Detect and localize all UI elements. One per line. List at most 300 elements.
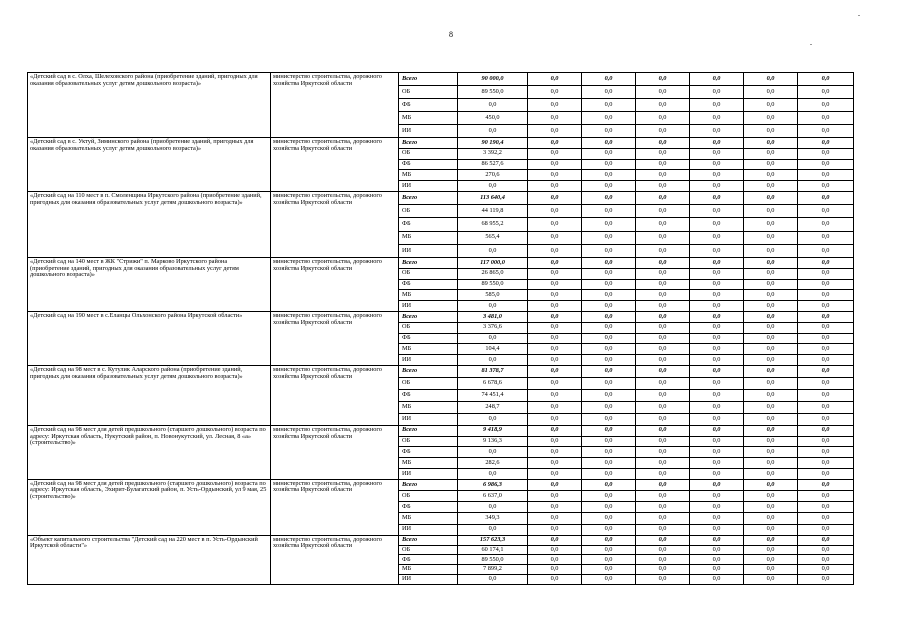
responsible-executor: министерство строительства, дорожного хозяйства Иркутской области	[271, 73, 399, 138]
amount-year: 0,0	[582, 218, 636, 231]
amount-year: 0,0	[744, 86, 798, 99]
project-total-row	[28, 535, 854, 545]
amount-year: 0,0	[690, 389, 744, 401]
amount-year: 0,0	[798, 458, 854, 469]
amount-year: 0,0	[744, 365, 798, 377]
funding-source: МБ	[399, 112, 458, 125]
amount-year: 0,0	[690, 311, 744, 322]
funding-source: ОБ	[399, 436, 458, 447]
amount-year: 0,0	[636, 389, 690, 401]
amount-year: 0,0	[636, 322, 690, 333]
amount-year: 0,0	[690, 138, 744, 149]
amount-year: 0,0	[744, 469, 798, 480]
responsible-executor: министерство строительства, дорожного хозяйства Иркутской области	[271, 191, 399, 257]
funding-source: ИИ	[399, 575, 458, 585]
funding-source: ИИ	[399, 524, 458, 535]
amount-year: 0,0	[744, 524, 798, 535]
amount-year: 0,0	[528, 447, 582, 458]
amount-year: 0,0	[798, 413, 854, 425]
funding-source: ОБ	[399, 205, 458, 218]
amount-year: 0,0	[690, 436, 744, 447]
amount-year: 0,0	[744, 355, 798, 366]
amount-year: 0,0	[798, 425, 854, 436]
amount-year: 0,0	[636, 524, 690, 535]
amount-year: 0,0	[690, 191, 744, 204]
amount-total: 565,4	[458, 231, 528, 244]
amount-year: 0,0	[744, 413, 798, 425]
amount-year: 0,0	[636, 205, 690, 218]
amount-year: 0,0	[636, 257, 690, 268]
amount-year: 0,0	[690, 365, 744, 377]
amount-year: 0,0	[636, 311, 690, 322]
amount-year: 0,0	[744, 170, 798, 181]
amount-year: 0,0	[744, 148, 798, 159]
amount-year: 0,0	[744, 333, 798, 344]
amount-year: 0,0	[798, 301, 854, 312]
amount-year: 0,0	[528, 112, 582, 125]
amount-year: 0,0	[744, 555, 798, 565]
funding-source: ИИ	[399, 469, 458, 480]
funding-source: ИИ	[399, 301, 458, 312]
amount-year: 0,0	[690, 244, 744, 257]
amount-year: 0,0	[744, 218, 798, 231]
amount-total: 89 550,0	[458, 86, 528, 99]
project-name: «Детский сад в с. Олха, Шелеховского района (приобретение зданий, пригодных для оказания образовательных услуг детям дошкольного возраста)»	[28, 73, 271, 138]
amount-year: 0,0	[582, 159, 636, 170]
funding-source: Всего	[399, 535, 458, 545]
amount-year: 0,0	[528, 231, 582, 244]
amount-year: 0,0	[582, 257, 636, 268]
amount-year: 0,0	[690, 535, 744, 545]
amount-year: 0,0	[798, 159, 854, 170]
amount-year: 0,0	[798, 148, 854, 159]
responsible-executor: министерство строительства, дорожного хозяйства Иркутской области	[271, 479, 399, 535]
amount-year: 0,0	[528, 159, 582, 170]
amount-year: 0,0	[636, 513, 690, 524]
amount-year: 0,0	[528, 138, 582, 149]
project-total-row	[28, 138, 854, 149]
funding-source: ОБ	[399, 377, 458, 389]
funding-source: Всего	[399, 365, 458, 377]
amount-year: 0,0	[690, 205, 744, 218]
funding-source: ИИ	[399, 181, 458, 192]
amount-total: 26 865,0	[458, 268, 528, 279]
amount-year: 0,0	[528, 268, 582, 279]
amount-year: 0,0	[798, 257, 854, 268]
amount-year: 0,0	[690, 159, 744, 170]
responsible-executor: министерство строительства, дорожного хозяйства Иркутской области	[271, 138, 399, 192]
amount-year: 0,0	[798, 205, 854, 218]
funding-source: МБ	[399, 290, 458, 301]
amount-year: 0,0	[690, 148, 744, 159]
amount-year: 0,0	[744, 425, 798, 436]
amount-year: 0,0	[690, 279, 744, 290]
amount-year: 0,0	[636, 191, 690, 204]
amount-year: 0,0	[798, 279, 854, 290]
project-total-row	[28, 257, 854, 268]
amount-year: 0,0	[636, 425, 690, 436]
amount-total: 0,0	[458, 244, 528, 257]
amount-year: 0,0	[528, 565, 582, 575]
amount-year: 0,0	[582, 365, 636, 377]
amount-total: 0,0	[458, 333, 528, 344]
amount-year: 0,0	[528, 290, 582, 301]
amount-year: 0,0	[528, 479, 582, 490]
amount-year: 0,0	[528, 355, 582, 366]
amount-year: 0,0	[798, 355, 854, 366]
amount-year: 0,0	[690, 86, 744, 99]
amount-year: 0,0	[690, 447, 744, 458]
funding-source: ФБ	[399, 502, 458, 513]
funding-source: Всего	[399, 191, 458, 204]
amount-total: 0,0	[458, 469, 528, 480]
amount-year: 0,0	[744, 191, 798, 204]
amount-total: 68 955,2	[458, 218, 528, 231]
funding-source: ОБ	[399, 268, 458, 279]
amount-year: 0,0	[582, 311, 636, 322]
amount-year: 0,0	[798, 389, 854, 401]
funding-source: ОБ	[399, 86, 458, 99]
amount-total: 248,7	[458, 401, 528, 413]
amount-year: 0,0	[636, 447, 690, 458]
amount-year: 0,0	[798, 218, 854, 231]
amount-year: 0,0	[690, 333, 744, 344]
funding-source: МБ	[399, 458, 458, 469]
amount-year: 0,0	[582, 355, 636, 366]
amount-total: 0,0	[458, 355, 528, 366]
amount-year: 0,0	[744, 205, 798, 218]
amount-total: 585,0	[458, 290, 528, 301]
amount-total: 44 119,8	[458, 205, 528, 218]
amount-total: 86 527,6	[458, 159, 528, 170]
amount-year: 0,0	[798, 112, 854, 125]
amount-year: 0,0	[744, 290, 798, 301]
amount-year: 0,0	[528, 469, 582, 480]
amount-year: 0,0	[798, 401, 854, 413]
amount-year: 0,0	[636, 469, 690, 480]
page-number: 8	[449, 30, 453, 39]
amount-year: 0,0	[744, 513, 798, 524]
funding-source: Всего	[399, 479, 458, 490]
amount-year: 0,0	[582, 436, 636, 447]
amount-year: 0,0	[528, 436, 582, 447]
amount-total: 7 899,2	[458, 565, 528, 575]
amount-year: 0,0	[744, 159, 798, 170]
funding-source: МБ	[399, 401, 458, 413]
amount-year: 0,0	[690, 355, 744, 366]
amount-total: 104,4	[458, 344, 528, 355]
amount-year: 0,0	[744, 322, 798, 333]
amount-year: 0,0	[582, 491, 636, 502]
amount-year: 0,0	[690, 458, 744, 469]
funding-source: ИИ	[399, 125, 458, 138]
amount-total: 6 678,6	[458, 377, 528, 389]
amount-year: 0,0	[636, 279, 690, 290]
amount-year: 0,0	[798, 138, 854, 149]
funding-source: МБ	[399, 170, 458, 181]
amount-year: 0,0	[528, 205, 582, 218]
amount-total: 450,0	[458, 112, 528, 125]
amount-year: 0,0	[744, 545, 798, 555]
amount-year: 0,0	[798, 333, 854, 344]
project-total-row	[28, 365, 854, 377]
project-total-row	[28, 479, 854, 490]
funding-source: Всего	[399, 138, 458, 149]
amount-year: 0,0	[636, 535, 690, 545]
amount-total: 0,0	[458, 413, 528, 425]
amount-year: 0,0	[636, 555, 690, 565]
amount-year: 0,0	[798, 565, 854, 575]
amount-year: 0,0	[582, 301, 636, 312]
scan-speck	[858, 15, 860, 16]
project-name: «Детский сад на 110 мест в п. Смоленщина Иркутского района (приобретение зданий, пригодных для оказания образовательных услуг детям дошкольного возраста)»	[28, 191, 271, 257]
amount-year: 0,0	[744, 231, 798, 244]
amount-year: 0,0	[636, 377, 690, 389]
funding-source: ФБ	[399, 333, 458, 344]
amount-year: 0,0	[636, 401, 690, 413]
responsible-executor: министерство строительства, дорожного хозяйства Иркутской области	[271, 365, 399, 425]
amount-year: 0,0	[798, 231, 854, 244]
amount-year: 0,0	[582, 389, 636, 401]
funding-source: ИИ	[399, 413, 458, 425]
amount-year: 0,0	[528, 491, 582, 502]
amount-year: 0,0	[798, 170, 854, 181]
amount-year: 0,0	[798, 377, 854, 389]
amount-year: 0,0	[528, 555, 582, 565]
amount-year: 0,0	[582, 279, 636, 290]
amount-total: 0,0	[458, 181, 528, 192]
amount-year: 0,0	[690, 425, 744, 436]
amount-year: 0,0	[582, 447, 636, 458]
amount-total: 81 378,7	[458, 365, 528, 377]
project-total-row	[28, 191, 854, 204]
amount-year: 0,0	[690, 231, 744, 244]
amount-year: 0,0	[636, 231, 690, 244]
funding-source: МБ	[399, 565, 458, 575]
amount-year: 0,0	[744, 112, 798, 125]
amount-year: 0,0	[744, 401, 798, 413]
amount-year: 0,0	[582, 458, 636, 469]
amount-year: 0,0	[528, 377, 582, 389]
amount-year: 0,0	[582, 181, 636, 192]
funding-source: МБ	[399, 231, 458, 244]
amount-year: 0,0	[528, 344, 582, 355]
amount-year: 0,0	[744, 479, 798, 490]
amount-year: 0,0	[528, 181, 582, 192]
funding-source: ФБ	[399, 389, 458, 401]
amount-total: 0,0	[458, 524, 528, 535]
amount-year: 0,0	[528, 322, 582, 333]
amount-year: 0,0	[744, 279, 798, 290]
amount-year: 0,0	[582, 86, 636, 99]
amount-year: 0,0	[528, 73, 582, 86]
amount-year: 0,0	[798, 447, 854, 458]
amount-year: 0,0	[528, 513, 582, 524]
amount-year: 0,0	[582, 99, 636, 112]
amount-year: 0,0	[690, 218, 744, 231]
amount-year: 0,0	[636, 112, 690, 125]
amount-year: 0,0	[690, 301, 744, 312]
amount-year: 0,0	[798, 545, 854, 555]
project-name: «Детский сад на 98 мест для детей предшкольного (старшего дошкольного) возраста по адресу: Иркутская область, Нукутский район, п. Новонукутский, ул. Лесная, 8 «а» (строительство)»	[28, 425, 271, 479]
amount-year: 0,0	[744, 73, 798, 86]
amount-year: 0,0	[636, 502, 690, 513]
amount-year: 0,0	[744, 389, 798, 401]
amount-year: 0,0	[582, 565, 636, 575]
amount-year: 0,0	[528, 311, 582, 322]
funding-source: Всего	[399, 311, 458, 322]
amount-year: 0,0	[636, 125, 690, 138]
amount-year: 0,0	[798, 268, 854, 279]
amount-total: 9 418,9	[458, 425, 528, 436]
funding-source: МБ	[399, 513, 458, 524]
amount-year: 0,0	[582, 231, 636, 244]
amount-year: 0,0	[798, 191, 854, 204]
amount-year: 0,0	[690, 565, 744, 575]
amount-year: 0,0	[798, 181, 854, 192]
amount-year: 0,0	[798, 555, 854, 565]
amount-year: 0,0	[690, 479, 744, 490]
amount-year: 0,0	[528, 401, 582, 413]
amount-total: 3 376,6	[458, 322, 528, 333]
amount-year: 0,0	[690, 268, 744, 279]
amount-year: 0,0	[582, 555, 636, 565]
project-total-row	[28, 425, 854, 436]
amount-total: 6 986,3	[458, 479, 528, 490]
amount-year: 0,0	[744, 565, 798, 575]
amount-year: 0,0	[636, 290, 690, 301]
funding-source: МБ	[399, 344, 458, 355]
amount-year: 0,0	[636, 413, 690, 425]
amount-year: 0,0	[744, 447, 798, 458]
amount-year: 0,0	[636, 491, 690, 502]
amount-year: 0,0	[528, 86, 582, 99]
amount-year: 0,0	[528, 148, 582, 159]
project-name: «Детский сад в с. Уктуй, Зиминского района (приобретение зданий, пригодных для оказания образовательных услуг детям дошкольного возраста)»	[28, 138, 271, 192]
amount-year: 0,0	[744, 99, 798, 112]
amount-year: 0,0	[528, 535, 582, 545]
amount-year: 0,0	[690, 491, 744, 502]
amount-year: 0,0	[690, 502, 744, 513]
amount-year: 0,0	[582, 138, 636, 149]
amount-year: 0,0	[528, 301, 582, 312]
amount-year: 0,0	[690, 575, 744, 585]
amount-year: 0,0	[528, 170, 582, 181]
amount-total: 89 550,0	[458, 279, 528, 290]
funding-source: ФБ	[399, 99, 458, 112]
amount-year: 0,0	[690, 401, 744, 413]
amount-year: 0,0	[528, 125, 582, 138]
amount-year: 0,0	[582, 575, 636, 585]
amount-year: 0,0	[528, 244, 582, 257]
amount-year: 0,0	[582, 425, 636, 436]
amount-total: 9 136,3	[458, 436, 528, 447]
amount-year: 0,0	[636, 159, 690, 170]
amount-year: 0,0	[744, 436, 798, 447]
amount-year: 0,0	[744, 535, 798, 545]
amount-year: 0,0	[798, 365, 854, 377]
amount-year: 0,0	[636, 565, 690, 575]
amount-year: 0,0	[744, 268, 798, 279]
amount-year: 0,0	[582, 125, 636, 138]
funding-source: ФБ	[399, 159, 458, 170]
amount-year: 0,0	[636, 575, 690, 585]
funding-source: Всего	[399, 73, 458, 86]
responsible-executor: министерство строительства, дорожного хозяйства Иркутской области	[271, 257, 399, 311]
amount-year: 0,0	[636, 355, 690, 366]
amount-year: 0,0	[582, 469, 636, 480]
amount-total: 89 550,0	[458, 555, 528, 565]
amount-year: 0,0	[636, 170, 690, 181]
amount-year: 0,0	[690, 112, 744, 125]
amount-total: 60 174,1	[458, 545, 528, 555]
amount-year: 0,0	[636, 218, 690, 231]
amount-year: 0,0	[690, 545, 744, 555]
amount-year: 0,0	[582, 170, 636, 181]
amount-year: 0,0	[744, 301, 798, 312]
amount-year: 0,0	[528, 257, 582, 268]
amount-year: 0,0	[528, 413, 582, 425]
amount-total: 90 190,4	[458, 138, 528, 149]
amount-year: 0,0	[528, 191, 582, 204]
amount-year: 0,0	[528, 333, 582, 344]
amount-year: 0,0	[636, 344, 690, 355]
amount-year: 0,0	[528, 279, 582, 290]
amount-total: 349,3	[458, 513, 528, 524]
amount-year: 0,0	[582, 413, 636, 425]
amount-year: 0,0	[798, 322, 854, 333]
amount-total: 270,6	[458, 170, 528, 181]
funding-source: ФБ	[399, 447, 458, 458]
amount-year: 0,0	[582, 73, 636, 86]
amount-year: 0,0	[798, 535, 854, 545]
amount-total: 157 623,3	[458, 535, 528, 545]
project-name: «Объект капитального строительства "Детский сад на 220 мест в п. Усть-Ордынский Иркутской области"»	[28, 535, 271, 584]
scan-speck	[810, 44, 812, 45]
amount-year: 0,0	[798, 125, 854, 138]
amount-year: 0,0	[582, 479, 636, 490]
amount-year: 0,0	[636, 365, 690, 377]
amount-year: 0,0	[798, 524, 854, 535]
funding-source: ФБ	[399, 555, 458, 565]
amount-year: 0,0	[798, 99, 854, 112]
amount-year: 0,0	[582, 112, 636, 125]
amount-year: 0,0	[636, 244, 690, 257]
project-total-row	[28, 311, 854, 322]
amount-year: 0,0	[636, 138, 690, 149]
amount-year: 0,0	[798, 491, 854, 502]
funding-source: ОБ	[399, 148, 458, 159]
amount-year: 0,0	[690, 377, 744, 389]
amount-year: 0,0	[744, 377, 798, 389]
amount-total: 113 640,4	[458, 191, 528, 204]
amount-year: 0,0	[636, 333, 690, 344]
amount-year: 0,0	[798, 479, 854, 490]
amount-year: 0,0	[636, 148, 690, 159]
amount-year: 0,0	[582, 333, 636, 344]
amount-year: 0,0	[690, 257, 744, 268]
amount-year: 0,0	[744, 244, 798, 257]
amount-year: 0,0	[582, 545, 636, 555]
amount-year: 0,0	[744, 138, 798, 149]
amount-year: 0,0	[636, 458, 690, 469]
amount-year: 0,0	[528, 458, 582, 469]
amount-year: 0,0	[636, 436, 690, 447]
amount-year: 0,0	[582, 290, 636, 301]
amount-year: 0,0	[744, 125, 798, 138]
responsible-executor: министерство строительства, дорожного хозяйства Иркутской области	[271, 311, 399, 365]
amount-year: 0,0	[690, 73, 744, 86]
